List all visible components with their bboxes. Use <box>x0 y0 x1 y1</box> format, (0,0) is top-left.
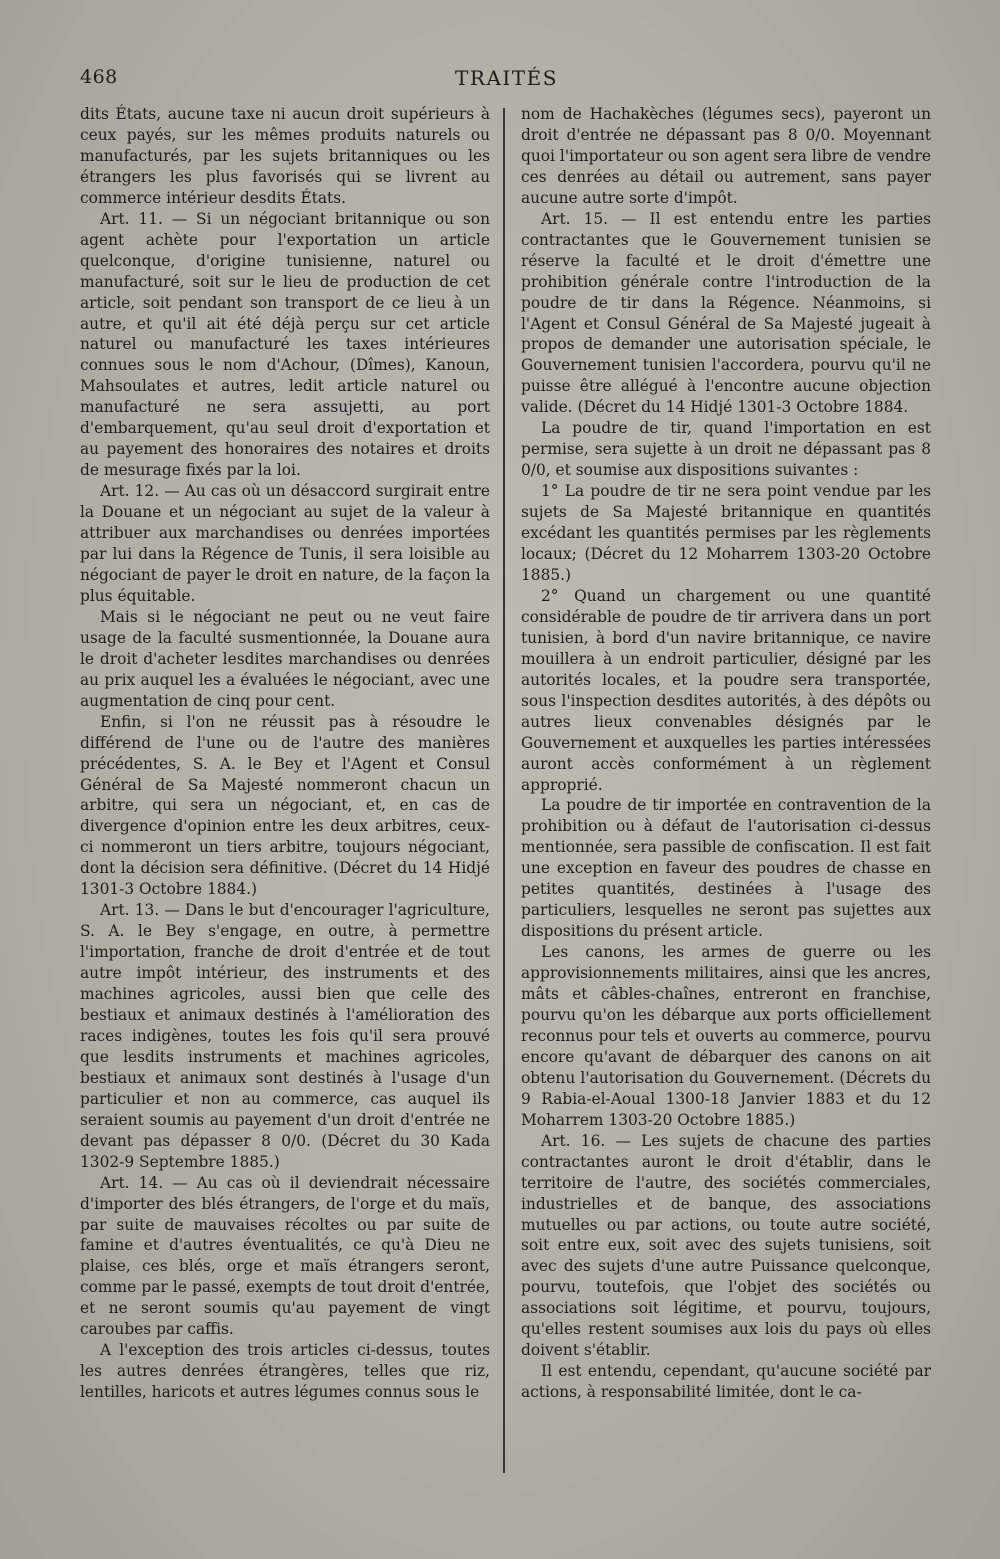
paragraph-item-2: 2° Quand un chargement ou une quantité considérable de poudre de tir arrivera dans un port tunisien, à bord d'un navire britannique, ce navire mouillera à un endroit particulier, désigné par les autorités locales, et la poudre sera transportée, sous l'inspection desdites autorités, à des dépôts ou autres lieux convenables désignés par le Gouvernement et auxquelles les parties intéressées auront accès conformément à un règlement approprié. <box>521 586 931 794</box>
paragraph-art-13: Art. 13. — Dans le but d'encourager l'agriculture, S. A. le Bey s'engage, en outre, à permettre l'importation, franche de droit d'entrée et de tout autre impôt intérieur, des instruments et des machines agricoles, aussi bien que celle des bestiaux et animaux destinés à l'amélioration des races indigènes, toutes les fois qu'il sera prouvé que lesdits instruments et machines agricoles, bestiaux et animaux sont destinés à l'usage d'un particulier et non au commerce, cas auquel ils seraient soumis au payement d'un droit d'entrée ne devant pas dépasser 8 0/0. (Décret du 30 Kada 1302-9 Septembre 1885.) <box>80 901 490 1171</box>
page-header <box>80 66 933 96</box>
right-column <box>521 104 931 1403</box>
paragraph: Les canons, les armes de guerre ou les approvisionnements militaires, ainsi que les ancres, mâts et câbles-chaînes, entreront en franchise, pourvu qu'on les débarque aux ports officiellement reconnus pour tels et ouverts au commerce, pourvu encore qu'avant de débarquer des canons on ait obtenu l'autorisation du Gouvernement. (Décrets du 9 Rabia-el-Aoual 1300-18 Janvier 1883 et du 12 Moharrem 1303-20 Octobre 1885.) <box>521 943 931 1129</box>
paragraph-art-15: Art. 15. — Il est entendu entre les parties contractantes que le Gouvernement tunisien se réserve la faculté et le droit d'émettre une prohibition générale contre l'introduction de la poudre de tir dans la Régence. Néanmoins, si l'Agent et Consul Général de Sa Majesté jugeait à propos de demander une autorisation spéciale, le Gouvernement tunisien l'accordera, pourvu qu'il ne puisse être allégué à l'encontre aucune objection valide. (Décret du 14 Hidjé 1301-3 Octobre 1884. <box>521 209 931 417</box>
column-divider <box>503 108 505 1473</box>
paragraph: La poudre de tir importée en contravention de la prohibition ou à défaut de l'autorisation ci-dessus mentionnée, sera passible de confiscation. Il est fait une exception en faveur des poudres de chasse en petites quantités, destinées à l'usage des particuliers, lesquelles ne seront pas sujettes aux dispositions du présent article. <box>521 796 931 941</box>
paragraph: Mais si le négociant ne peut ou ne veut faire usage de la faculté susmentionnée, la Douane aura le droit d'acheter lesdites marchandises ou denrées au prix auquel les a évaluées le négociant, avec une augmentation de cinq pour cent. <box>80 607 490 710</box>
paragraph: nom de Hachakèches (légumes secs), payeront un droit d'entrée ne dépassant pas 8 0/0. Moyennant quoi l'importateur ou son agent sera libre de vendre ces denrées au détail ou autrement, sans payer aucune autre sorte d'impôt. <box>521 105 931 207</box>
paragraph: La poudre de tir, quand l'importation en est permise, sera sujette à un droit ne dépassant pas 8 0/0, et soumise aux dispositions suivantes : <box>521 419 931 480</box>
paragraph: Il est entendu, cependant, qu'aucune société par actions, à responsabilité limitée, dont le ca- <box>521 1362 931 1402</box>
page-number: 468 <box>80 66 118 88</box>
paragraph-art-14: Art. 14. — Au cas où il deviendrait nécessaire d'importer des blés étrangers, de l'orge et du maïs, par suite de mauvaises récoltes ou par suite de famine et d'autres éventualités, ce qu'à Dieu ne plaise, ces blés, orge et maïs étrangers seront, comme par le passé, exempts de tout droit d'entrée, et ne seront soumis qu'au payement de vingt caroubes par caffis. <box>80 1173 490 1339</box>
paragraph-art-11: Art. 11. — Si un négociant britannique ou son agent achète pour l'exportation un article quelconque, d'origine tunisienne, naturel ou manufacturé, soit sur le lieu de production de cet article, soit pendant son transport de ce lieu à un autre, et qu'il ait été déjà perçu sur cet article naturel ou manufacturé les taxes intérieures connues sous le nom d'Achour, (Dîmes), Kanoun, Mahsoulates et autres, ledit article naturel ou manufacturé ne sera assujetti, au port d'embarquement, qu'au seul droit d'exportation et au payement des honoraires des notaires et droits de mesurage fixés par la loi. <box>80 209 490 480</box>
paragraph-art-12: Art. 12. — Au cas où un désaccord surgirait entre la Douane et un négociant au sujet de la valeur à attribuer aux marchandises ou denrées importées par lui dans la Régence de Tunis, il sera loisible au négociant de payer le droit en nature, de la façon la plus équitable. <box>80 482 490 605</box>
paragraph: dits États, aucune taxe ni aucun droit supérieurs à ceux payés, sur les mêmes produits naturels ou manufacturés, par les sujets britanniques ou les étrangers les plus favorisés qui se livrent au commerce intérieur desdits États. <box>80 105 490 207</box>
paragraph: A l'exception des trois articles ci-dessus, toutes les autres denrées étrangères, telles que riz, lentilles, haricots et autres légumes connus sous le <box>80 1341 490 1402</box>
paragraph: Enfin, si l'on ne réussit pas à résoudre le différend de l'une ou de l'autre des manières précédentes, S. A. le Bey et l'Agent et Consul Général de Sa Majesté nommeront chacun un arbitre, qui sera un négociant, et, en cas de divergence d'opinion entre les deux arbitres, ceux-ci nommeront un tiers arbitre, toujours négociant, dont la décision sera définitive. (Décret du 14 Hidjé 1301-3 Octobre 1884.) <box>80 712 490 899</box>
running-title: TRAITÉS <box>455 66 558 90</box>
paragraph-art-16: Art. 16. — Les sujets de chacune des parties contractantes auront le droit d'établir, dans le territoire de l'autre, des sociétés commerciales, industrielles et de banque, des associations mutuelles ou par actions, ou toute autre société, soit entre eux, soit avec des sujets tunisiens, soit avec des sujets d'une autre Puissance quelconque, pourvu, toutefois, que l'objet des sociétés ou associations soit légitime, et pourvu, toujours, qu'elles restent soumises aux lois du pays où elles doivent s'établir. <box>521 1131 931 1360</box>
left-column <box>80 104 490 1403</box>
paragraph-item-1: 1° La poudre de tir ne sera point vendue par les sujets de Sa Majesté britannique en quantités excédant les quantités permises par les règlements locaux; (Décret du 12 Moharrem 1303-20 Octobre 1885.) <box>521 482 931 584</box>
